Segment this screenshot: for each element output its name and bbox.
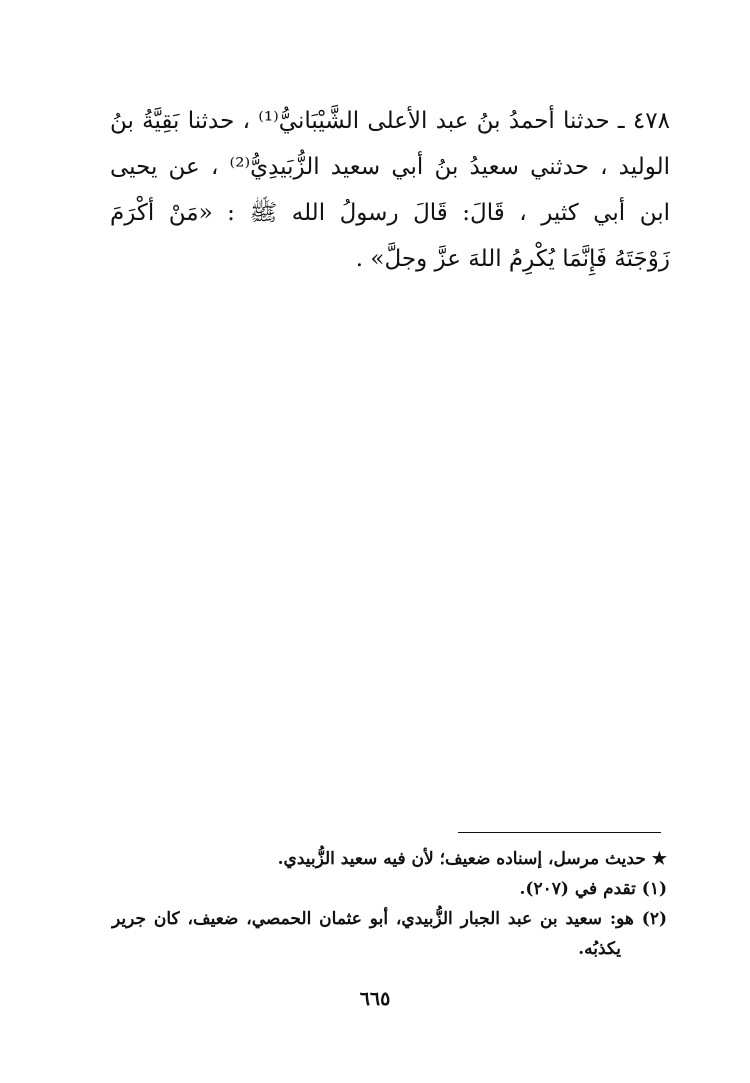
footnote-star: ★ حديث مرسل، إسناده ضعيف؛ لأن فيه سعيد الزُّبيدي.: [277, 849, 667, 869]
footnote-2: (٢) هو: سعيد بن عبد الجبار الزُّبيدي، أبو عثمان الحمصي، ضعيف، كان جرير: [112, 909, 667, 929]
footnote-divider: [458, 832, 661, 833]
hadith-line-2: الوليد ، حدثني سعيدُ بنُ أبي سعيد الزُّبَيدِيُّ⁽²⁾ ، عن يحيى: [110, 154, 670, 180]
hadith-line-4: زَوْجَتَهُ فَإِنَّمَا يُكْرِمُ اللهَ عزَّ وجلَّ» .: [355, 246, 670, 272]
hadith-text: [110, 98, 670, 282]
footnote-1: (١) تقدم في (٢٠٧).: [519, 879, 667, 899]
footnotes: [112, 844, 667, 964]
hadith-line-3: ابن أبي كثير ، قَالَ: قَالَ رسولُ الله ﷺ : «مَنْ أكْرَمَ: [110, 200, 670, 226]
page-number: ٦٦٥: [359, 988, 391, 1010]
footnote-2-continued: يكذبُه.: [578, 939, 621, 959]
hadith-line-1: ٤٧٨ ـ حدثنا أحمدُ بنُ عبد الأعلى الشَّيْبَانيُّ⁽¹⁾ ، حدثنا بَقِيَّةُ بنُ: [110, 108, 670, 134]
